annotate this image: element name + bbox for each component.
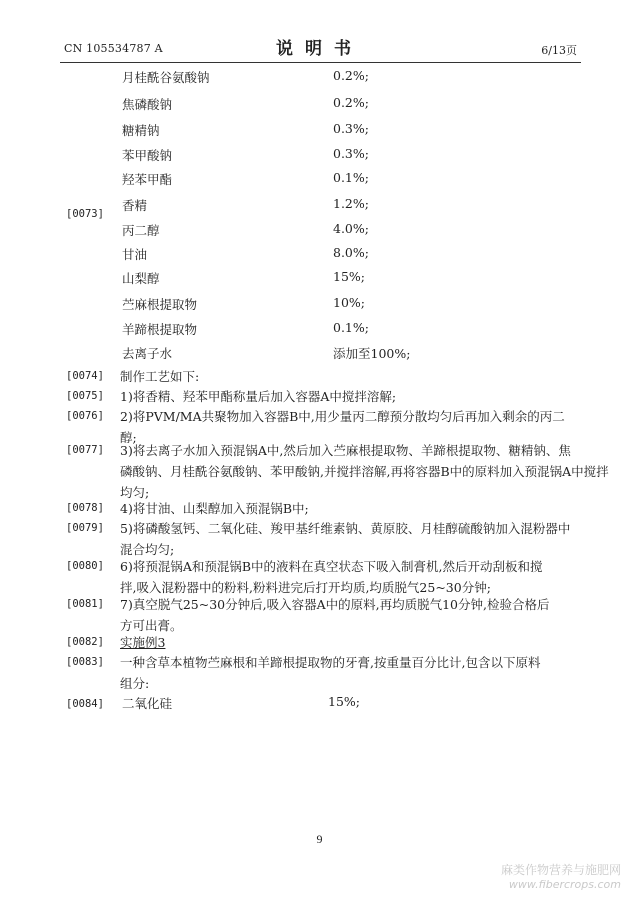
page-indicator: 6/13页: [541, 44, 577, 57]
text-line: 2)将PVM/MA共聚物加入容器B中,用少量丙二醇预分散均匀后再加入剩余的丙二: [120, 409, 565, 424]
watermark-url: www.fibercrops.com: [508, 878, 621, 891]
ingredient-value: 0.3%;: [333, 121, 369, 136]
ingredient-name: 山梨醇: [122, 271, 160, 286]
ingredient-name: 去离子水: [122, 346, 173, 361]
paragraph-number: [0081]: [66, 598, 104, 610]
paragraph-number: [0074]: [66, 370, 104, 382]
ingredient-value: 0.1%;: [333, 170, 369, 185]
paragraph-number: [0080]: [66, 560, 104, 572]
page-number: 9: [316, 832, 323, 846]
text-line: 6)将预混锅A和预混锅B中的液料在真空状态下吸入制膏机,然后开动刮板和搅: [120, 559, 543, 574]
paragraph-text: [120, 556, 576, 598]
ingredient-value: 15%;: [328, 694, 360, 709]
paragraph-number: [0076]: [66, 410, 104, 422]
watermark-line: 麻类作物营养与施肥网: [500, 863, 621, 877]
paragraph-text: [120, 518, 576, 560]
paragraph-number: [0082]: [66, 636, 104, 648]
ingredient-name: 苯甲酸钠: [122, 148, 173, 163]
text-line: 制作工艺如下:: [120, 369, 200, 384]
paragraph-text: [120, 652, 576, 694]
text-line: 1)将香精、羟苯甲酯称量后加入容器A中搅拌溶解;: [120, 389, 397, 404]
text-line: 磷酸钠、月桂酰谷氨酸钠、苯甲酸钠,并搅拌溶解,再将容器B中的原料加入预混锅A中搅拌: [120, 464, 609, 479]
text-line: 醇;: [120, 430, 137, 445]
paragraph-number: [0084]: [66, 698, 104, 710]
paragraph-number: [0078]: [66, 502, 104, 514]
ingredient-value: 10%;: [333, 295, 365, 310]
text-line: 一种含草本植物苎麻根和羊蹄根提取物的牙膏,按重量百分比计,包含以下原料: [120, 655, 541, 670]
ingredient-name: 焦磷酸钠: [122, 97, 173, 112]
ingredient-value: 添加至100%;: [333, 346, 411, 361]
text-line: 4)将甘油、山梨醇加入预混锅B中;: [120, 501, 309, 516]
text-line: 5)将磷酸氢钙、二氧化硅、羧甲基纤维素钠、黄原胶、月桂醇硫酸钠加入混粉器中: [120, 521, 571, 536]
text-line: 均匀;: [120, 485, 150, 500]
ingredient-name: 丙二醇: [122, 223, 160, 238]
document-title: 说明书: [276, 39, 363, 59]
ingredient-name: 羟苯甲酯: [122, 172, 173, 187]
ingredient-name: 月桂酰谷氨酸钠: [122, 70, 210, 85]
ingredient-value: 15%;: [333, 269, 365, 284]
ingredient-value: 4.0%;: [333, 221, 369, 236]
ingredient-value: 1.2%;: [333, 196, 369, 211]
ingredient-name: 苎麻根提取物: [122, 297, 198, 312]
paragraph-number: [0075]: [66, 390, 104, 402]
ingredient-value: 0.1%;: [333, 320, 369, 335]
paragraph-number: [0083]: [66, 656, 104, 668]
ingredient-name: 二氧化硅: [122, 696, 173, 711]
ingredient-value: 8.0%;: [333, 245, 369, 260]
paragraph-number: [0079]: [66, 522, 104, 534]
section-heading: [120, 632, 576, 653]
paragraph-number: [0077]: [66, 444, 104, 456]
ingredient-name: 甘油: [122, 247, 148, 262]
text-line: 方可出膏。: [120, 618, 183, 633]
ingredient-name: 羊蹄根提取物: [122, 322, 198, 337]
text-line: 拌,吸入混粉器中的粉料,粉料进完后打开均质,均质脱气25~30分钟;: [120, 580, 491, 595]
text-line: 混合均匀;: [120, 542, 175, 557]
ingredient-name: 糖精钠: [122, 123, 160, 138]
paragraph-text: [120, 366, 576, 387]
watermark: [501, 861, 621, 891]
paragraph-text: [120, 440, 609, 503]
patent-number: CN 105534787 A: [64, 42, 163, 55]
text-line: 实施例3: [120, 635, 166, 650]
text-line: 3)将去离子水加入预混锅A中,然后加入苎麻根提取物、羊蹄根提取物、糖精钠、焦: [120, 443, 571, 458]
paragraph-text: [120, 594, 576, 636]
ingredient-value: 0.3%;: [333, 146, 369, 161]
paragraph-text: [120, 498, 576, 519]
paragraph-text: [120, 386, 576, 407]
text-line: 组分:: [120, 676, 150, 691]
text-line: 7)真空脱气25~30分钟后,吸入容器A中的原料,再均质脱气10分钟,检验合格后: [120, 597, 550, 612]
ingredient-value: 0.2%;: [333, 95, 369, 110]
ingredient-value: 0.2%;: [333, 68, 369, 83]
ingredient-name: 香精: [122, 198, 148, 213]
header-rule: [60, 62, 581, 63]
paragraph-number: [0073]: [66, 208, 104, 220]
